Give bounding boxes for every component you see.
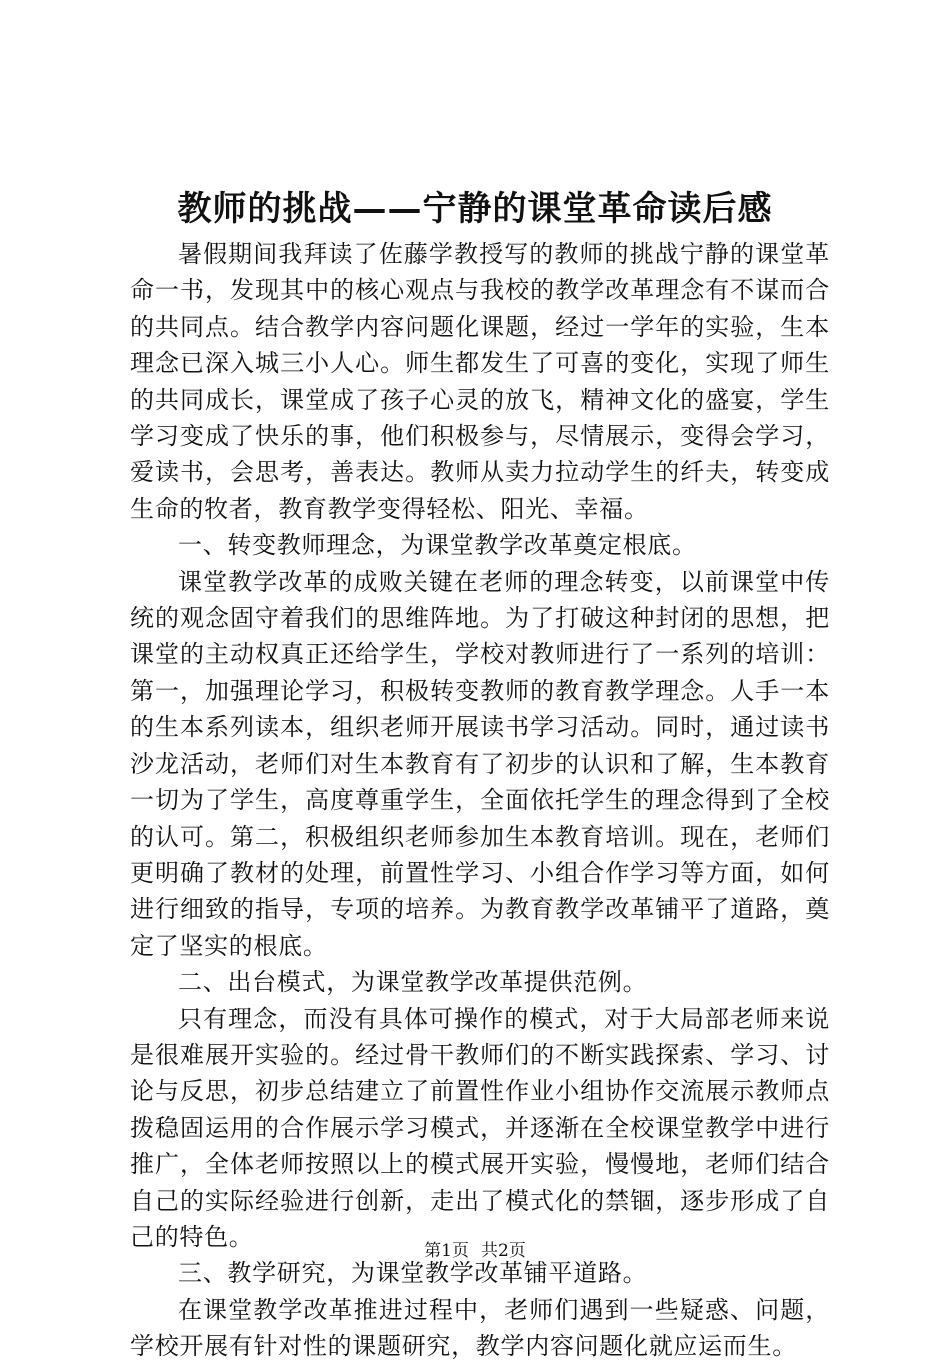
section-heading-1: 一、转变教师理念，为课堂教学改革奠定根底。 xyxy=(178,531,697,560)
document-title: 教师的挑战——宁静的课堂革命读后感 xyxy=(177,189,773,229)
paragraph-intro: 暑假期间我拜读了佐藤学教授写的教师的挑战宁静的课堂革命一书，发现其中的核心观点与我校的教学改革理念有不谋而合的共同点。结合教学内容问题化课题，经过一学年的实验，生本理念已深入城三小人心。师生都发生了可喜的变化，实现了师生的共同成长，课堂成了孩子心灵的放飞，精神文化的盛宴，学生学习变成了快乐的事，他们积极参与，尽情展示，变得会学习，爱读书，会思考，善表达。教师从卖力拉动学生的纤夫，转变成生命的牧者，教育教学变得轻松、阳光、幸福。 xyxy=(130,240,830,523)
paragraph-section-1: 课堂教学改革的成败关键在老师的理念转变，以前课堂中传统的观念固守着我们的思维阵地。为了打破这种封闭的思想，把课堂的主动权真正还给学生，学校对教师进行了一系列的培训：第一，加强理论学习，积极转变教师的教育教学理念。人手一本的生本系列读本，组织老师开展读书学习活动。同时，通过读书沙龙活动，老师们对生本教育有了初步的认识和了解，生本教育一切为了学生，高度尊重学生，全面依托学生的理念得到了全校的认可。第二，积极组织老师参加生本教育培训。现在，老师们更明确了教材的处理，前置性学习、小组合作学习等方面，如何进行细致的指导，专项的培养。为教育教学改革铺平了道路，奠定了坚实的根底。 xyxy=(130,567,830,960)
paragraph-section-3: 在课堂教学改革推进过程中，老师们遇到一些疑惑、问题，学校开展有针对性的课题研究，教学内容问题化就应运而生。 xyxy=(130,1295,830,1361)
section-heading-2: 二、出台模式，为课堂教学改革提供范例。 xyxy=(178,968,648,997)
document-body xyxy=(130,236,830,1365)
page-number: 第1页 xyxy=(424,1241,469,1261)
section-heading-3: 三、教学研究，为课堂教学改革铺平道路。 xyxy=(178,1259,648,1288)
paragraph-section-2: 只有理念，而没有具体可操作的模式，对于大局部老师来说是很难展开实验的。经过骨干教师们的不断实践探索、学习、讨论与反思，初步总结建立了前置性作业小组协作交流展示教师点拨稳固运用的合作展示学习模式，并逐渐在全校课堂教学中进行推广，全体老师按照以上的模式展开实验，慢慢地，老师们结合自己的实际经验进行创新，走出了模式化的禁锢，逐步形成了自己的特色。 xyxy=(130,1004,830,1251)
page-footer xyxy=(0,1240,950,1262)
page-total: 共2页 xyxy=(481,1241,526,1261)
